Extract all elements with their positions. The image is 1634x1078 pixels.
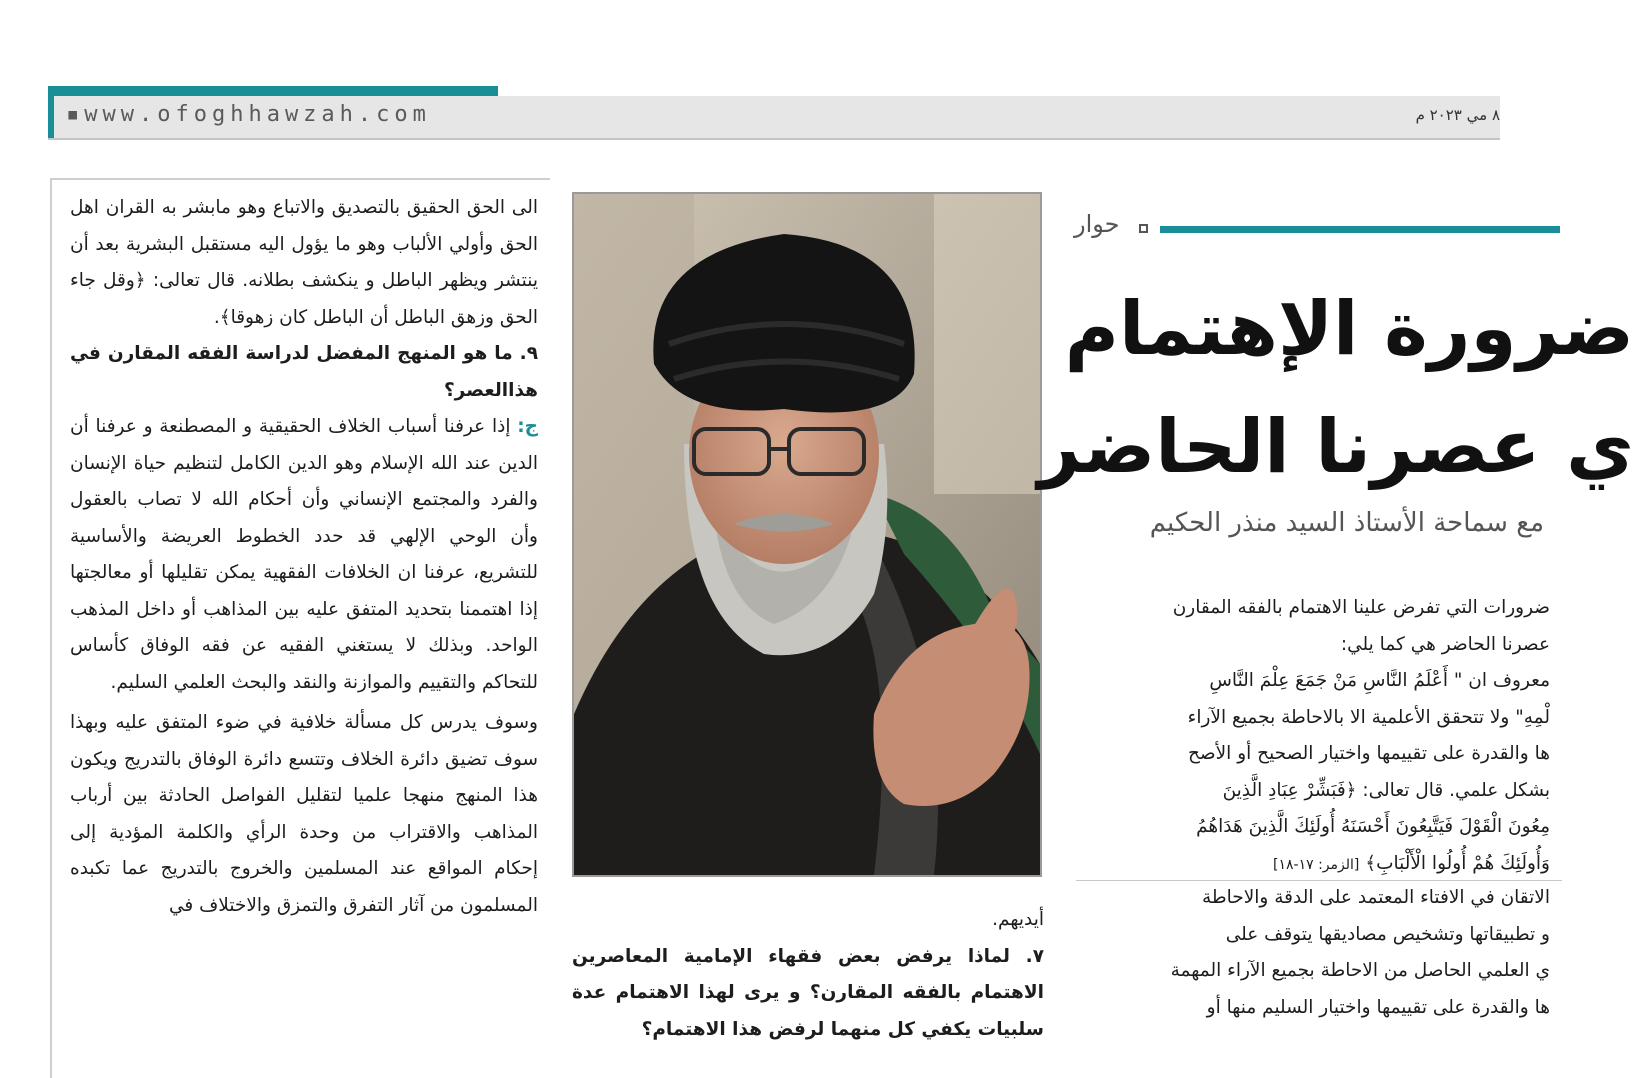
section-square-icon [1139, 224, 1148, 233]
right-line: ي العلمي الحاصل من الاحاطة بجميع الآراء المهمة [1170, 960, 1550, 981]
right-line: لْمِهِ" ولا تتحقق الأعلمية الا بالاحاطة بجميع الآراء [1187, 706, 1550, 728]
section-label: حوار [1074, 210, 1120, 238]
right-line: ها والقدرة على تقييمها واختيار السليم منها أو [1206, 996, 1550, 1018]
intro-paragraph: الى الحق الحقيق بالتصديق والاتباع وهو مابشر به القران اهل الحق وأولي الألباب وهو ما يؤول اليه مستقبل البشرية بعد أن ينتشر ويظهر الباطل و ينكشف بطلانه. قال تعالى: ﴿وقل جاء الحق وزهق الباطل أن الباطل كان زهوقا﴾. [70, 197, 538, 328]
right-line-quran-end [1080, 846, 1550, 884]
website-url[interactable]: ▪www.ofoghhawzah.com [66, 102, 431, 127]
answer-mark: ج: [517, 416, 538, 437]
right-line: ها والقدرة على تقييمها واختيار الصحيح أو الأصح [1187, 743, 1550, 764]
right-line: عصرنا الحاضر هي كما يلي: [1340, 633, 1550, 655]
header-accent-tab [48, 86, 498, 96]
right-body-text [1080, 590, 1550, 883]
right-line: الاتقان في الافتاء المعتمد على الدقة والاحاطة [1202, 887, 1550, 908]
carry-over-text: أيديهم. [992, 909, 1044, 930]
right-line: معروف ان " أَعْلَمُ النَّاسِ مَنْ جَمَعَ عِلْمَ النَّاسِ [1209, 670, 1550, 691]
headline-line-1: ضرورة الإهتمام [1064, 286, 1634, 372]
right-line: مِعُونَ الْقَوْلَ فَيَتَّبِعُونَ أَحْسَنَهُ أُولَئِكَ الَّذِينَ هَدَاهُمُ [1196, 816, 1550, 837]
middle-text-column [572, 902, 1044, 1048]
headline-line-2: ي عصرنا الحاضر [1037, 404, 1634, 490]
quran-citation: [الزمر: ١٧-١٨] [1273, 856, 1360, 873]
subtitle: مع سماحة الأستاذ السيد منذر الحكيم [1149, 508, 1544, 538]
paragraph-2: وسوف يدرس كل مسألة خلافية في ضوء المتفق عليه وبهذا سوف تضيق دائرة الخلاف وتتسع دائرة الوفاق بالتدريج ويكون هذا المنهج منهجا علميا لتقليل الفواصل الحادثة بين أرباب المذاهب والاقتراب من وحدة الرأي والكلمة المؤدية إلى إحكام المواقع عند المسلمين والخروج بالتدريج عما تكبده المسلمون من آثار التفرق والتمزق والاختلاف في [70, 712, 538, 916]
answer-9-text: إذا عرفنا أسباب الخلاف الحقيقية و المصطنعة و عرفنا أن الدين عند الله الإسلام وهو الدين الكامل لتنظيم حياة الإنسان والفرد والمجتمع الإنساني وأن أحكام الله لا تصاب بالعقول وأن الوحي الإلهي قد حدد الخطوط العريضة والأساسية للتشريع، عرفنا ان الخلافات الفقهية يمكن تقليلها أو معالجتها إذا اهتممنا بتحديد المتفق عليه بين المذاهب أو داخل المذهب الواحد. وبذلك لا يستغني الفقيه عن فقه الوفاق كأساس للتحاكم والتقييم والموازنة والنقد والبحث العلمي السليم. [70, 416, 538, 693]
left-text-column [50, 178, 550, 1078]
answer-9 [70, 409, 538, 701]
issue-date: ٨ مي ٢٠٢٣ م [1415, 106, 1500, 124]
quran-verse-end: وَأُولَئِكَ هُمْ أُولُوا الْأَلْبَابِ﴾ [1365, 852, 1550, 874]
right-line: بشكل علمي. قال تعالى: ﴿فَبَشِّرْ عِبَادِ الَّذِينَ [1222, 779, 1550, 801]
question-9: ٩. ما هو المنهج المفضل لدراسة الفقه المقارن في هذاالعصر؟ [70, 343, 538, 401]
headline [1037, 270, 1634, 506]
right-line: ضرورات التي تفرض علينا الاهتمام بالفقه المقارن [1172, 597, 1550, 618]
question-7: ٧. لماذا يرفض بعض فقهاء الإمامية المعاصرين الاهتمام بالفقه المقارن؟ و يرى لهذا الاهتمام عدة سلبيات يكفي كل منهما لرفض هذا الاهتمام؟ [572, 945, 1044, 1040]
right-body-text-2 [1080, 880, 1550, 1026]
portrait-illustration [574, 194, 1040, 875]
subtitle-wrap [1084, 508, 1544, 538]
right-line: و تطبيقاتها وتشخيص مصاديقها يتوقف على [1225, 923, 1550, 945]
interviewee-photo [572, 192, 1042, 877]
section-accent-bar [1160, 226, 1560, 233]
right-column [1037, 0, 1634, 1033]
